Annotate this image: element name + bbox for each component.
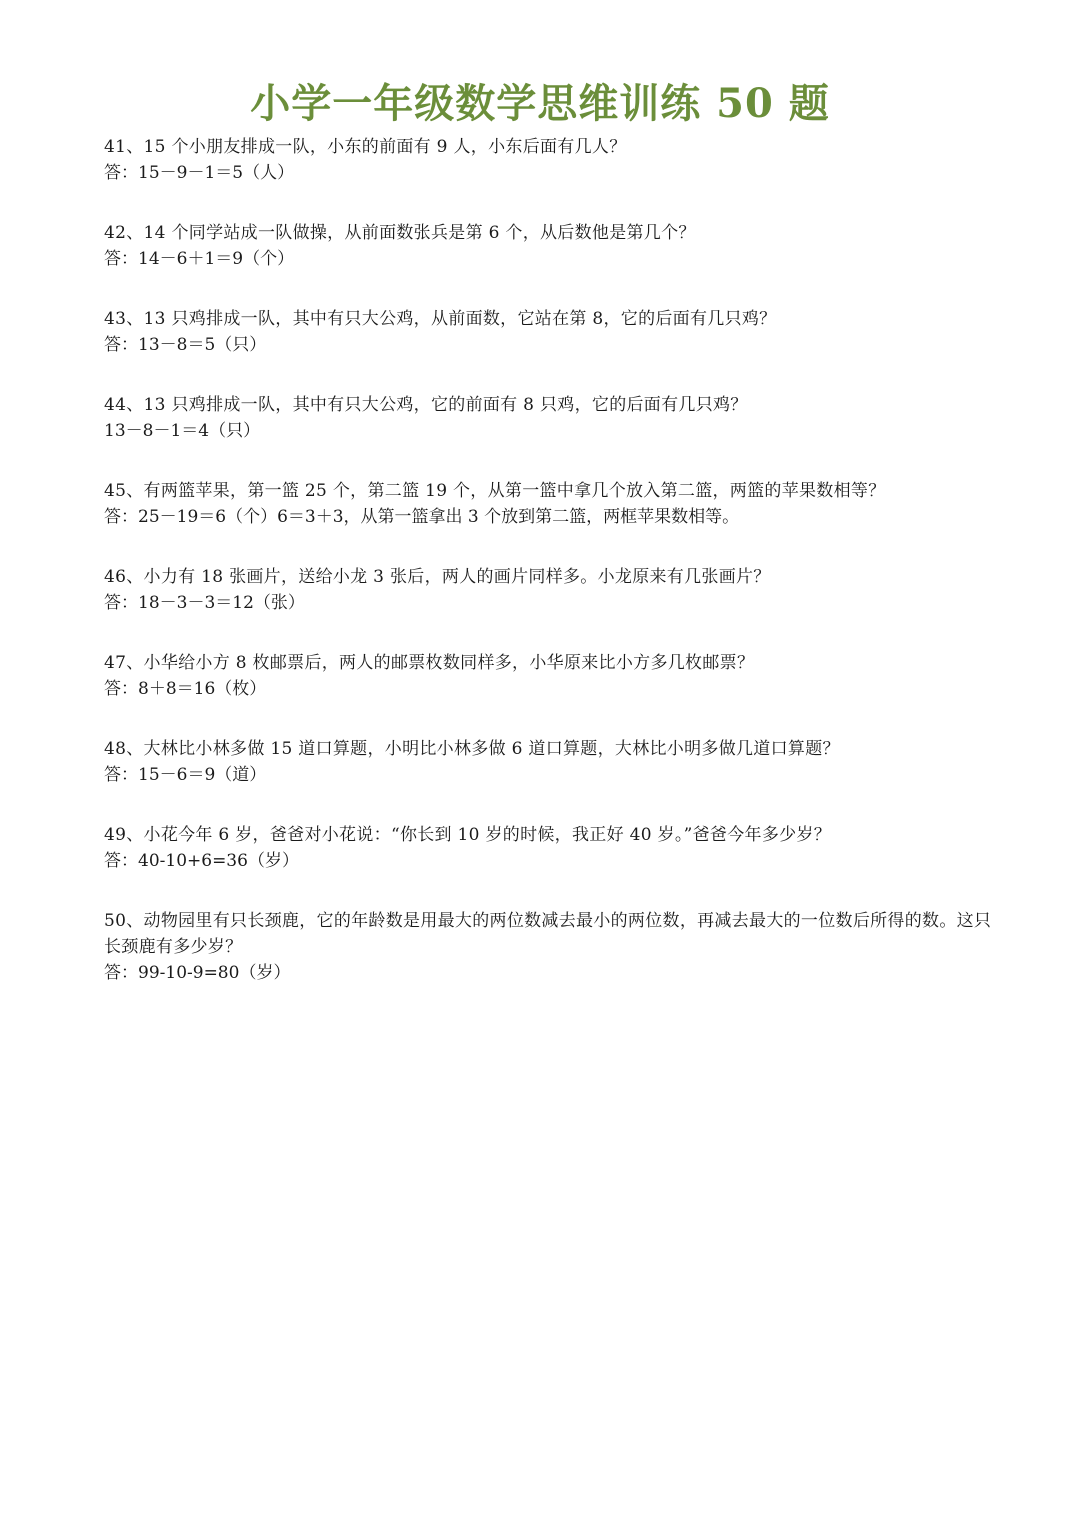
question-item-41: [104, 134, 994, 186]
answer-text: 答：13－8＝5（只）: [104, 335, 267, 355]
answer-text: 答：40-10+6=36（岁）: [104, 851, 299, 871]
question-item-42: [104, 220, 994, 272]
question-text: 43、13 只鸡排成一队，其中有只大公鸡，从前面数，它站在第 8，它的后面有几只鸡？: [104, 309, 777, 329]
answer-text: 答：15－9－1＝5（人）: [104, 163, 295, 183]
answer-text: 答：14－6＋1＝9（个）: [104, 249, 295, 269]
question-text: 41、15 个小朋友排成一队，小东的前面有 9 人，小东后面有几人？: [104, 137, 627, 157]
question-text: 45、有两篮苹果，第一篮 25 个，第二篮 19 个，从第一篮中拿几个放入第二篮，两篮的苹果数相等？: [104, 481, 886, 501]
answer-text: 答：25－19＝6（个）6＝3＋3，从第一篮拿出 3 个放到第二篮，两框苹果数相等。: [104, 507, 740, 527]
question-item-48: [104, 736, 994, 788]
question-text: 46、小力有 18 张画片，送给小龙 3 张后，两人的画片同样多。小龙原来有几张画片？: [104, 567, 771, 587]
question-item-44: [104, 392, 994, 444]
question-item-46: [104, 564, 994, 616]
answer-text: 答：18－3－3＝12（张）: [104, 593, 305, 613]
answer-text: 答：8＋8＝16（枚）: [104, 679, 267, 699]
question-item-49: [104, 822, 994, 874]
question-text: 49、小花今年 6 岁，爸爸对小花说：“你长到 10 岁的时候，我正好 40 岁。”爸爸今年多少岁？: [104, 825, 832, 845]
answer-text: 答：99-10-9=80（岁）: [104, 963, 291, 983]
question-text: 50、动物园里有只长颈鹿，它的年龄数是用最大的两位数减去最小的两位数，再减去最大的一位数后所得的数。这只长颈鹿有多少岁？: [104, 911, 992, 957]
question-text: 42、14 个同学站成一队做操，从前面数张兵是第 6 个，从后数他是第几个？: [104, 223, 696, 243]
question-item-50: [104, 908, 994, 986]
question-list: [104, 134, 994, 1020]
question-text: 47、小华给小方 8 枚邮票后，两人的邮票枚数同样多，小华原来比小方多几枚邮票？: [104, 653, 755, 673]
question-item-43: [104, 306, 994, 358]
question-item-47: [104, 650, 994, 702]
page-title: 小学一年级数学思维训练 50 题: [250, 80, 830, 127]
answer-text: 答：15－6＝9（道）: [104, 765, 267, 785]
question-item-45: [104, 478, 994, 530]
question-text: 48、大林比小林多做 15 道口算题，小明比小林多做 6 道口算题，大林比小明多做几道口算题？: [104, 739, 840, 759]
question-text: 44、13 只鸡排成一队，其中有只大公鸡，它的前面有 8 只鸡，它的后面有几只鸡？: [104, 395, 748, 415]
answer-text: 13－8－1＝4（只）: [104, 421, 261, 441]
